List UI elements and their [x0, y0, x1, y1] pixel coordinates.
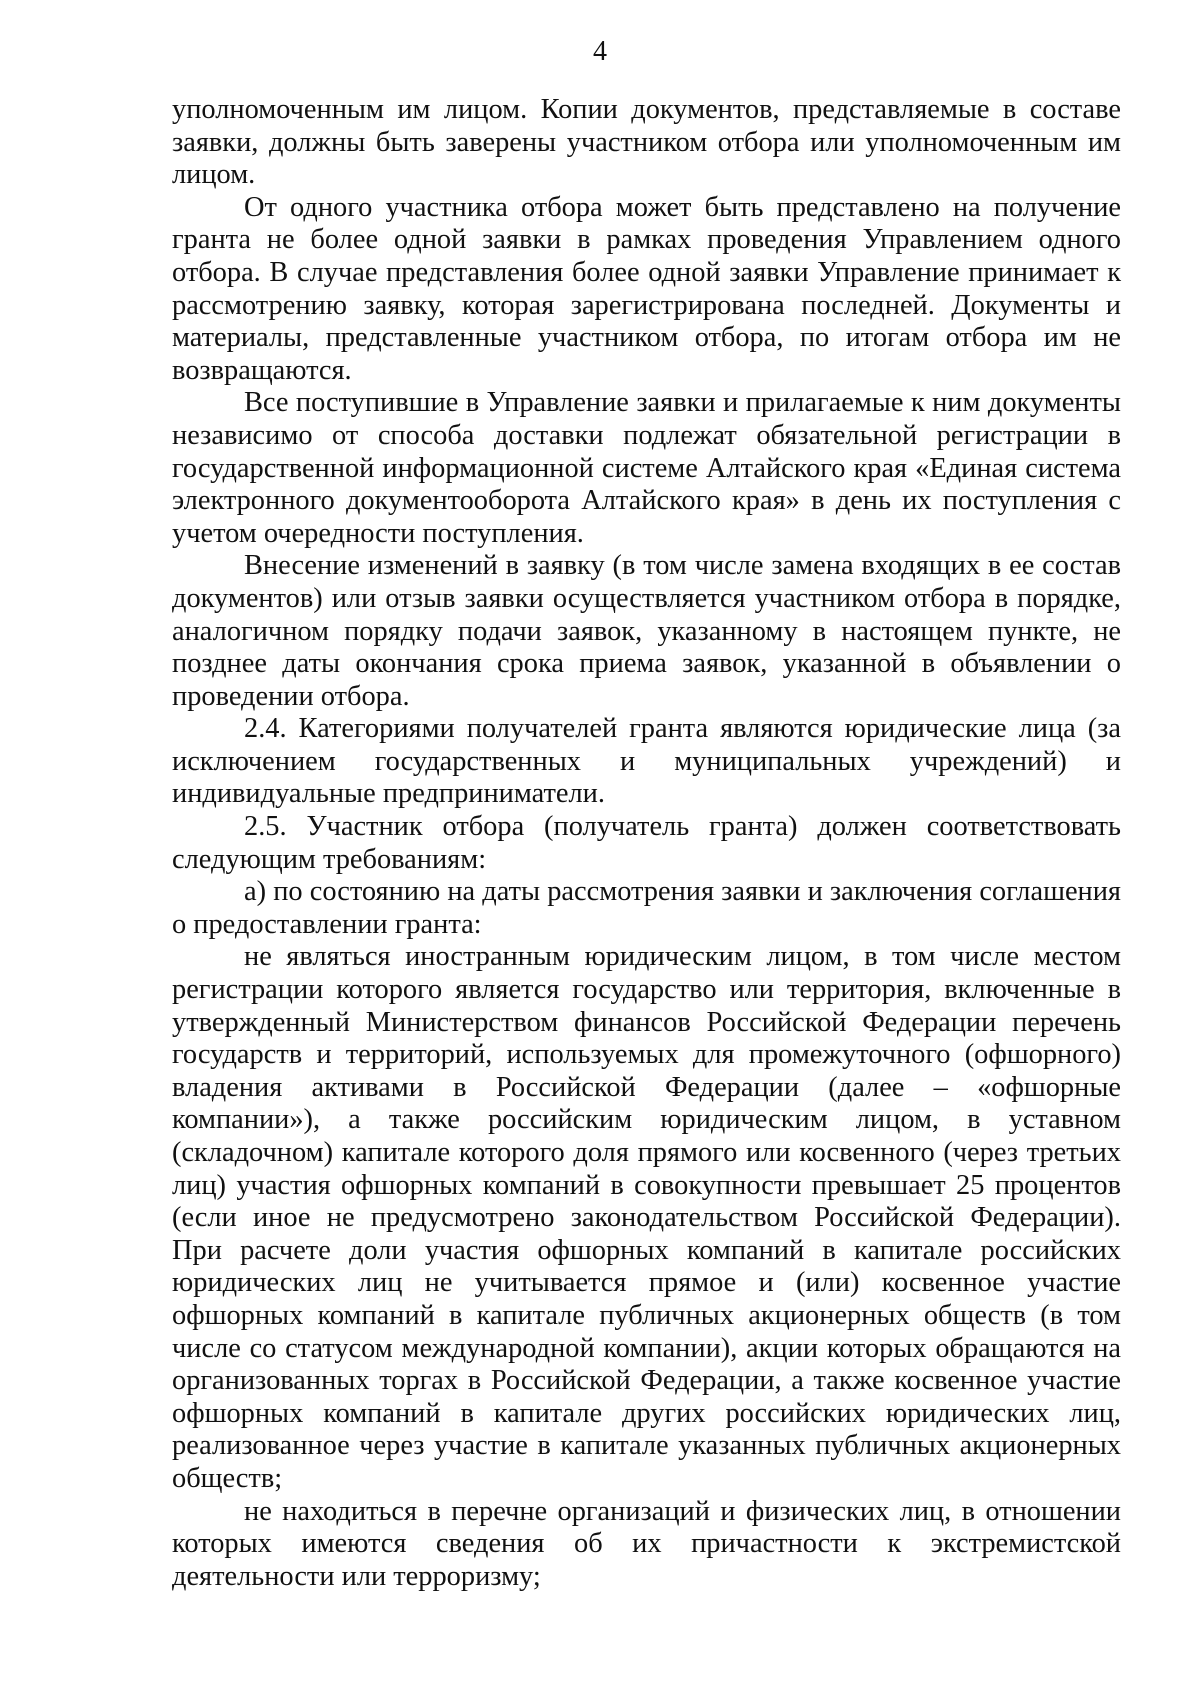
document-body: [172, 94, 1121, 1593]
paragraph: От одного участника отбора может быть представлено на получение гранта не более одной заявки в рамках проведения Управлением одного отбора. В случае представления более одной заявки Управление принимает к рассмотрению заявку, которая зарегистрирована последней. Документы и материалы, представленные участником отбора, по итогам отбора им не возвращаются.: [172, 191, 1121, 386]
paragraph-section-2-4: 2.4. Категориями получателей гранта являются юридические лица (за исключением государственных и муниципальных учреждений) и индивидуальные предприниматели.: [172, 713, 1121, 810]
paragraph-section-2-5: 2.5. Участник отбора (получатель гранта) должен соответствовать следующим требованиям:: [172, 811, 1121, 875]
paragraph: не являться иностранным юридическим лицом, в том числе местом регистрации которого является государство или территория, включенные в утвержденный Министерством финансов Российской Федерации перечень государств и территорий, используемых для промежуточного (офшорного) владения активами в Российской Федерации (далее – «офшорные компании»), а также российским юридическим лицом, в уставном (складочном) капитале которого доля прямого или косвенного (через третьих лиц) участия офшорных компаний в совокупности превышает 25 процентов (если иное не предусмотрено законодательством Российской Федерации). При расчете доли участия офшорных компаний в капитале российских юридических лиц не учитывается прямое и (или) косвенное участие офшорных компаний в капитале публичных акционерных обществ (в том числе со статусом международной компании), акции которых обращаются на организованных торгах в Российской Федерации, а также косвенное участие офшорных компаний в капитале других российских юридических лиц, реализованное через участие в капитале указанных публичных акционерных обществ;: [172, 941, 1121, 1494]
paragraph: Все поступившие в Управление заявки и прилагаемые к ним документы независимо от способа доставки подлежат обязательной регистрации в государственной информационной системе Алтайского края «Единая система электронного документооборота Алтайского края» в день их поступления с учетом очередности поступления.: [172, 387, 1121, 549]
paragraph: не находиться в перечне организаций и физических лиц, в отношении которых имеются сведения об их причастности к экстремистской деятельности или терроризму;: [172, 1495, 1121, 1592]
page-number: 4: [593, 36, 607, 67]
paragraph-item-a: а) по состоянию на даты рассмотрения заявки и заключения соглашения о предоставлении гранта:: [172, 876, 1121, 940]
paragraph: Внесение изменений в заявку (в том числе замена входящих в ее состав документов) или отзыв заявки осуществляется участником отбора в порядке, аналогичном порядку подачи заявок, указанному в настоящем пункте, не позднее даты окончания срока приема заявок, указанной в объявлении о проведении отбора.: [172, 550, 1121, 712]
paragraph: уполномоченным им лицом. Копии документов, представляемые в составе заявки, должны быть заверены участником отбора или уполномоченным им лицом.: [172, 94, 1121, 191]
